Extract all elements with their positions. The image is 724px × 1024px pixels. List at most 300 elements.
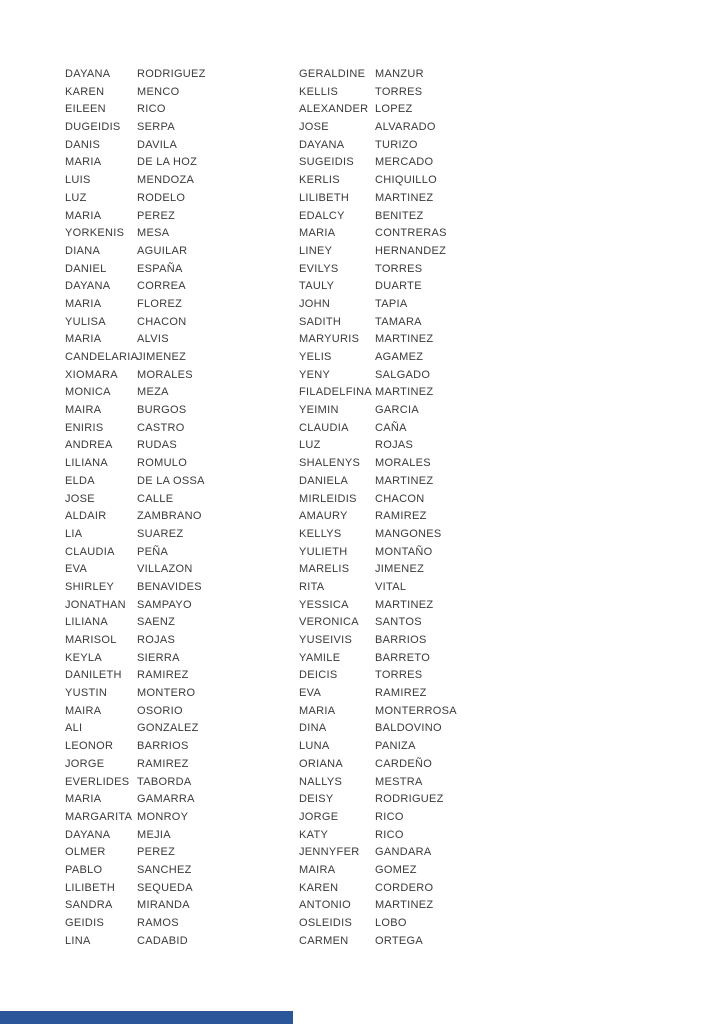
first-name: MARIA [65, 297, 102, 310]
name-row [65, 756, 290, 774]
first-name: KAREN [299, 881, 339, 894]
name-row [65, 119, 290, 137]
name-row [65, 243, 290, 261]
last-name: MENCO [137, 85, 180, 98]
name-row [65, 491, 290, 509]
first-name: EVILYS [299, 262, 339, 275]
first-name: KELLIS [299, 85, 339, 98]
name-row [299, 880, 524, 898]
last-name: BURGOS [137, 404, 187, 417]
name-row [299, 650, 524, 668]
first-name: LILIANA [65, 457, 109, 470]
name-row [65, 844, 290, 862]
name-row [65, 225, 290, 243]
first-name: EVERLIDES [65, 775, 130, 788]
name-row [299, 667, 524, 685]
last-name: MANGONES [375, 527, 442, 540]
first-name: GEIDIS [65, 917, 105, 929]
first-name: PABLO [65, 863, 103, 876]
name-row [65, 597, 290, 615]
last-name: ROJAS [137, 634, 176, 646]
last-name: TAMARA [375, 315, 422, 328]
first-name: OLMER [65, 846, 106, 859]
last-name: RAMIREZ [375, 687, 427, 700]
name-row [65, 791, 290, 809]
last-name: MESA [137, 227, 170, 240]
name-row [65, 331, 290, 349]
name-row [299, 331, 524, 349]
first-name: LEONOR [65, 740, 114, 753]
name-row [299, 473, 524, 491]
name-row [65, 880, 290, 898]
last-name: RICO [375, 828, 404, 841]
first-name: LILIBETH [65, 881, 116, 894]
last-name: MESTRA [375, 775, 423, 788]
first-name: MARIA [65, 156, 102, 169]
last-name: GOMEZ [375, 863, 417, 876]
first-name: ENIRIS [65, 421, 104, 434]
last-name: MANZUR [375, 68, 424, 80]
first-name: AMAURY [299, 510, 348, 523]
first-name: DINA [299, 722, 327, 735]
last-name: HERNANDEZ [375, 244, 447, 257]
last-name: ROMULO [137, 457, 188, 470]
name-row [299, 278, 524, 296]
first-name: EDALCY [299, 209, 345, 222]
name-row [299, 243, 524, 261]
name-row [299, 897, 524, 915]
name-row [65, 190, 290, 208]
first-name: DANIEL [65, 262, 107, 275]
name-row [299, 119, 524, 137]
first-name: MARYURIS [299, 333, 360, 346]
first-name: JOSE [65, 492, 95, 505]
name-row [65, 66, 290, 84]
first-name: XIOMARA [65, 368, 118, 381]
first-name: YELIS [299, 351, 332, 363]
last-name: PEREZ [137, 846, 176, 859]
last-name: CORDERO [375, 881, 434, 894]
last-name: SAMPAYO [137, 598, 192, 611]
first-name: JORGE [65, 757, 105, 770]
name-row [65, 420, 290, 438]
first-name: YULIETH [299, 545, 348, 558]
first-name: JOHN [299, 297, 331, 310]
last-name: RAMOS [137, 917, 179, 929]
last-name: MONTAÑO [375, 545, 433, 558]
name-row [65, 738, 290, 756]
last-name: MORALES [375, 457, 431, 470]
last-name: VILLAZON [137, 563, 193, 576]
name-row [299, 314, 524, 332]
last-name: PEÑA [137, 545, 169, 558]
last-name: GARCIA [375, 404, 419, 417]
first-name: EILEEN [65, 103, 106, 116]
name-row [65, 314, 290, 332]
name-row [65, 862, 290, 880]
name-row [299, 101, 524, 119]
name-row [299, 190, 524, 208]
first-name: YENY [299, 368, 331, 381]
last-name: PANIZA [375, 740, 416, 753]
first-name: ELDA [65, 474, 95, 487]
last-name: CONTRERAS [375, 227, 447, 240]
name-row [65, 774, 290, 792]
name-row [65, 137, 290, 155]
last-name: TORRES [375, 85, 423, 98]
last-name: DUARTE [375, 280, 422, 293]
last-name: TAPIA [375, 297, 408, 310]
name-row [299, 491, 524, 509]
first-name: MARIA [65, 333, 102, 346]
name-row [299, 774, 524, 792]
first-name: YORKENIS [65, 227, 125, 240]
first-name: CANDELARIA [65, 351, 139, 363]
last-name: RAMIREZ [137, 757, 189, 770]
name-row [299, 384, 524, 402]
last-name: MENDOZA [137, 174, 195, 187]
name-row [299, 685, 524, 703]
last-name: SUAREZ [137, 527, 184, 540]
first-name: ALDAIR [65, 510, 107, 523]
last-name: CADABID [137, 934, 188, 947]
first-name: JORGE [299, 810, 339, 823]
first-name: OSLEIDIS [299, 917, 353, 929]
name-row [299, 208, 524, 226]
name-row [299, 84, 524, 102]
name-row [299, 261, 524, 279]
name-row [299, 632, 524, 650]
last-name: VITAL [375, 580, 407, 593]
last-name: RICO [137, 103, 166, 116]
name-row [299, 614, 524, 632]
name-row [65, 278, 290, 296]
first-name: DAYANA [65, 68, 111, 80]
last-name: MONTERROSA [375, 704, 457, 717]
first-name: MARIA [299, 704, 336, 717]
name-row [65, 101, 290, 119]
first-name: ANTONIO [299, 899, 352, 912]
last-name: RODRIGUEZ [137, 68, 206, 80]
last-name: JIMENEZ [137, 351, 187, 363]
last-name: RICO [375, 810, 404, 823]
last-name: RUDAS [137, 439, 178, 452]
name-row [65, 667, 290, 685]
first-name: ORIANA [299, 757, 343, 770]
first-name: LIA [65, 527, 83, 540]
last-name: CASTRO [137, 421, 185, 434]
first-name: KAREN [65, 85, 105, 98]
name-row [299, 720, 524, 738]
first-name: SUGEIDIS [299, 156, 354, 169]
first-name: LUZ [65, 191, 87, 204]
first-name: MARIA [65, 209, 102, 222]
last-name: BENAVIDES [137, 580, 202, 593]
last-name: MARTINEZ [375, 333, 434, 346]
first-name: SADITH [299, 315, 342, 328]
last-name: ALVARADO [375, 121, 436, 134]
name-row [65, 208, 290, 226]
name-row [299, 756, 524, 774]
name-row [299, 455, 524, 473]
name-row [65, 508, 290, 526]
last-name: JIMENEZ [375, 563, 425, 576]
name-row [299, 791, 524, 809]
last-name: ROJAS [375, 439, 414, 452]
name-row [65, 933, 290, 951]
first-name: MARIA [299, 227, 336, 240]
last-name: RODELO [137, 191, 186, 204]
name-row [299, 225, 524, 243]
last-name: MARTINEZ [375, 386, 434, 399]
name-row [299, 420, 524, 438]
name-row [299, 172, 524, 190]
first-name: YESSICA [299, 598, 349, 611]
first-name: RITA [299, 580, 325, 593]
last-name: MEJIA [137, 828, 171, 841]
first-name: GERALDINE [299, 68, 366, 80]
first-name: ALI [65, 722, 83, 735]
last-name: ORTEGA [375, 934, 424, 947]
name-row [65, 455, 290, 473]
last-name: CHIQUILLO [375, 174, 437, 187]
name-row [65, 827, 290, 845]
footer-bar [0, 1011, 293, 1024]
first-name: TAULY [299, 280, 335, 293]
last-name: SERPA [137, 121, 175, 134]
last-name: DE LA OSSA [137, 474, 205, 487]
first-name: SHALENYS [299, 457, 361, 470]
name-column-right [299, 66, 524, 950]
first-name: VERONICA [299, 616, 359, 629]
name-row [299, 544, 524, 562]
name-row [299, 862, 524, 880]
name-row [65, 402, 290, 420]
last-name: SIERRA [137, 651, 180, 664]
first-name: LUIS [65, 174, 91, 187]
first-name: LILIBETH [299, 191, 350, 204]
last-name: AGUILAR [137, 244, 188, 257]
first-name: LILIANA [65, 616, 109, 629]
first-name: DANIS [65, 138, 101, 151]
first-name: LUZ [299, 439, 321, 452]
name-row [299, 508, 524, 526]
name-row [65, 720, 290, 738]
first-name: DAYANA [65, 828, 111, 841]
first-name: SANDRA [65, 899, 113, 912]
name-row [299, 437, 524, 455]
last-name: GAMARRA [137, 793, 195, 806]
last-name: CHACON [137, 315, 187, 328]
first-name: EVA [65, 563, 88, 576]
last-name: BARRIOS [375, 634, 427, 646]
name-row [299, 738, 524, 756]
last-name: MARTINEZ [375, 474, 434, 487]
first-name: YUSTIN [65, 687, 108, 700]
first-name: MARELIS [299, 563, 350, 576]
last-name: SANTOS [375, 616, 422, 629]
last-name: LOPEZ [375, 103, 413, 116]
first-name: MARIA [65, 793, 102, 806]
name-row [299, 296, 524, 314]
last-name: ZAMBRANO [137, 510, 202, 523]
first-name: MAIRA [65, 404, 102, 417]
last-name: OSORIO [137, 704, 183, 717]
name-row [65, 473, 290, 491]
first-name: SHIRLEY [65, 580, 115, 593]
last-name: MORALES [137, 368, 193, 381]
name-row [299, 402, 524, 420]
last-name: MONTERO [137, 687, 196, 700]
first-name: KEYLA [65, 651, 102, 664]
first-name: FILADELFINA [299, 386, 372, 399]
first-name: EVA [299, 687, 322, 700]
name-row [65, 897, 290, 915]
last-name: CALLE [137, 492, 174, 505]
last-name: BARRIOS [137, 740, 189, 753]
first-name: MARGARITA [65, 810, 133, 823]
first-name: YEIMIN [299, 404, 339, 417]
name-row [65, 809, 290, 827]
name-row [65, 915, 290, 933]
name-row [65, 84, 290, 102]
name-row [299, 915, 524, 933]
name-row [65, 437, 290, 455]
first-name: MONICA [65, 386, 111, 399]
name-row [65, 650, 290, 668]
name-row [299, 703, 524, 721]
last-name: CHACON [375, 492, 425, 505]
last-name: MARTINEZ [375, 598, 434, 611]
name-row [299, 66, 524, 84]
last-name: TORRES [375, 669, 423, 682]
name-row [65, 703, 290, 721]
first-name: DANILETH [65, 669, 122, 682]
last-name: DAVILA [137, 138, 178, 151]
first-name: MIRLEIDIS [299, 492, 357, 505]
first-name: YUSEIVIS [299, 634, 353, 646]
name-row [299, 137, 524, 155]
first-name: DIANA [65, 244, 101, 257]
first-name: NALLYS [299, 775, 343, 788]
name-row [65, 632, 290, 650]
last-name: TORRES [375, 262, 423, 275]
name-row [299, 561, 524, 579]
name-row [299, 809, 524, 827]
first-name: YULISA [65, 315, 106, 328]
name-row [65, 261, 290, 279]
name-row [65, 685, 290, 703]
first-name: MAIRA [299, 863, 336, 876]
name-row [65, 544, 290, 562]
first-name: DAYANA [65, 280, 111, 293]
last-name: TABORDA [137, 775, 192, 788]
first-name: MAIRA [65, 704, 102, 717]
name-row [65, 614, 290, 632]
name-row [65, 349, 290, 367]
last-name: GANDARA [375, 846, 432, 859]
name-row [65, 367, 290, 385]
last-name: MEZA [137, 386, 169, 399]
name-row [299, 933, 524, 951]
first-name: KATY [299, 828, 329, 841]
last-name: MARTINEZ [375, 191, 434, 204]
first-name: ANDREA [65, 439, 113, 452]
first-name: DANIELA [299, 474, 349, 487]
last-name: RODRIGUEZ [375, 793, 444, 806]
last-name: SANCHEZ [137, 863, 192, 876]
first-name: DEISY [299, 793, 334, 806]
last-name: SEQUEDA [137, 881, 193, 894]
first-name: JONATHAN [65, 598, 126, 611]
last-name: MERCADO [375, 156, 434, 169]
first-name: JOSE [299, 121, 329, 134]
name-row [65, 172, 290, 190]
name-row [299, 154, 524, 172]
name-row [299, 526, 524, 544]
last-name: MARTINEZ [375, 899, 434, 912]
name-row [65, 526, 290, 544]
last-name: LOBO [375, 917, 407, 929]
last-name: DE LA HOZ [137, 156, 198, 169]
first-name: KELLYS [299, 527, 342, 540]
last-name: SALGADO [375, 368, 431, 381]
first-name: JENNYFER [299, 846, 360, 859]
first-name: CARMEN [299, 934, 349, 947]
last-name: CARDEÑO [375, 757, 433, 770]
last-name: RAMIREZ [375, 510, 427, 523]
name-row [299, 827, 524, 845]
name-row [65, 296, 290, 314]
last-name: MONROY [137, 810, 189, 823]
name-row [65, 384, 290, 402]
last-name: PEREZ [137, 209, 176, 222]
first-name: LINA [65, 934, 91, 947]
last-name: CAÑA [375, 421, 407, 434]
first-name: DEICIS [299, 669, 338, 682]
name-column-left [65, 66, 290, 950]
first-name: DUGEIDIS [65, 121, 121, 134]
last-name: BENITEZ [375, 209, 424, 222]
first-name: CLAUDIA [299, 421, 349, 434]
last-name: ESPAÑA [137, 262, 183, 275]
last-name: RAMIREZ [137, 669, 189, 682]
name-row [299, 367, 524, 385]
last-name: SAENZ [137, 616, 176, 629]
name-row [299, 349, 524, 367]
last-name: FLOREZ [137, 297, 183, 310]
name-row [65, 579, 290, 597]
name-row [65, 154, 290, 172]
last-name: AGAMEZ [375, 351, 424, 363]
last-name: BALDOVINO [375, 722, 442, 735]
first-name: ALEXANDER [299, 103, 369, 116]
name-row [299, 597, 524, 615]
last-name: BARRETO [375, 651, 431, 664]
last-name: ALVIS [137, 333, 169, 346]
name-row [65, 561, 290, 579]
first-name: YAMILE [299, 651, 341, 664]
first-name: DAYANA [299, 138, 345, 151]
last-name: MIRANDA [137, 899, 190, 912]
last-name: GONZALEZ [137, 722, 199, 735]
first-name: LINEY [299, 244, 333, 257]
first-name: CLAUDIA [65, 545, 115, 558]
name-row [299, 579, 524, 597]
first-name: MARISOL [65, 634, 117, 646]
last-name: CORREA [137, 280, 186, 293]
first-name: KERLIS [299, 174, 340, 187]
